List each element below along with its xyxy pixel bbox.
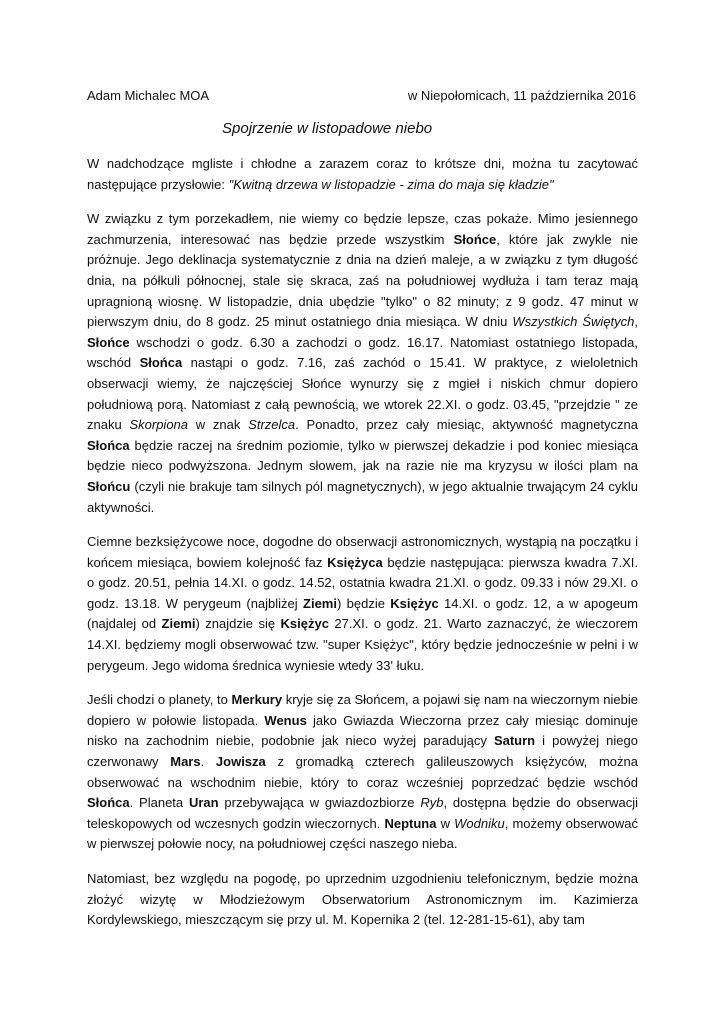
bold-term: Merkury [231,692,283,708]
paragraph-4 [87,690,638,855]
text-run: . Planeta [129,795,189,811]
text-run: będzie raczej na średnim poziomie, tylko w pierwszej dekadzie i pod koniec miesiąca będzie nieco podwyższona. Jednym słowem, jak na razie nie ma kryzysu w ilości plam na [87,437,638,474]
text-run: W związku z tym porzekadłem, nie wiemy co będzie lepsze, czas pokaże. Mimo jesiennego zachmurzenia, interesować nas będzie przede wszystkim [87,211,638,247]
italic-term: Strzelca [248,417,296,433]
paragraph-1 [87,154,638,195]
place-date-line: w Niepołomicach, 11 października 2016 [407,88,636,103]
italic-term: Wodniku [454,815,505,831]
bold-term: Neptuna [384,815,437,831]
text-run: w znak [188,417,249,433]
article-title: Spojrzenie w listopadowe niebo [222,120,433,137]
bold-term: Ziemi [303,595,337,611]
text-run: 14.XI. o godz. 12, a w apogeum (najdalej od [87,595,638,632]
italic-term: Ryb [420,795,444,811]
bold-term: Ziemi [161,616,196,632]
paragraph-2 [87,209,638,518]
italic-term: Wszystkich Świętych [512,314,635,330]
bold-term: Saturn [493,733,536,749]
bold-term: Słońcu [87,478,131,494]
bold-term: Słońce [87,334,130,350]
text-run: 27.XI. o godz. 21. Warto zaznaczyć, że wieczorem 14.XI. będziemy mogli obserwować tzw. "super Księżyc", który będzie jednocześnie w pełni i w perygeum. Jego widoma średnica wyniesie wtedy 33' łuku. [87,616,639,673]
bold-term: Księżyca [327,554,383,570]
text-run: , dostępna będzie do obserwacji teleskopowych od wczesnych godzin wieczornych. [87,795,638,831]
bold-term: Słońca [139,355,183,371]
text-run: Jeśli chodzi o planety, to [87,692,232,708]
text-run: , które jak zwykle nie próżnuje. Jego deklinacja systematycznie z dnia na dzień maleje, a w związku z tym długość dnia, na półkuli północnej, stale się skraca, zaś na południowej wydłuża i tam teraz mają upragnioną wiosnę. W listopadzie, dnia ubędzie "tylko" o 82 minuty; z 9 godz. 47 minut w pierwszym dniu, do 8 godz. 25 minut ostatniego dnia miesiąca. W dniu [87,231,639,330]
text-run: wschodzi o godz. 6.30 a zachodzi o godz. 16.17. Natomiast ostatniego listopada, wschód [87,334,638,371]
bold-term: Uran [188,795,219,811]
text-run: ) znajdzie się [195,616,281,632]
paragraph-3 [87,532,638,676]
bold-term: Księżyc [390,595,439,611]
text-run: Natomiast, bez względu na pogodę, po uprzednim uzgodnieniu telefonicznym, będzie można złożyć wizytę w Młodzieżowym Obserwatorium Astronomicznym im. Kazimierza Kordylewskiego, mieszczącym się przy ul. M. Kopernika 2 (tel. 12-281-15-61), aby tam [87,871,638,928]
text-run: , [634,314,638,330]
text-run: . Ponadto, przez cały miesiąc, aktywność magnetyczna [295,417,638,433]
author-line: Adam Michalec MOA [87,88,210,103]
text-run: , możemy obserwować w pierwszej połowie nocy, na południowej części naszego nieba. [87,815,638,852]
text-run: przebywająca w gwiazdozbiorze [218,795,421,811]
text-run: będzie następująca: pierwsza kwadra 7.XI. o godz. 20.51, pełnia 14.XI. o godz. 14.52, ostatnia kwadra 21.XI. o godz. 09.33 i nów 29.XI. o godz. 13.18. W perygeum (najbliżej [87,554,638,611]
bold-term: Słońca [87,437,130,453]
bold-term: Wenus [264,712,307,728]
text-run: i powyżej niego czerwonawy [87,733,638,770]
paragraph-5 [87,869,638,931]
article-body [87,154,638,945]
text-run: . [200,754,216,770]
text-run: W nadchodzące mgliste i chłodne a zarazem coraz to krótsze dni, można tu zacytować następujące przysłowie: [87,156,638,192]
text-run: kryje się za Słońcem, a pojawi się nam na wieczornym niebie dopiero w połowie listopada. [87,692,638,728]
bold-term: Jowisza [215,754,266,770]
text-run: nastąpi o godz. 7.16, zaś zachód o 15.41. W praktyce, z wieloletnich obserwacji wiemy, że najczęściej Słońce wynurzy się z mgieł i niskich chmur dopiero południową porą. Natomiast z całą pewnością, we wtorek 22.XI. o godz. 03.45, "przejdzie " ze znaku [87,355,638,433]
text-run: Ciemne bezksiężycowe noce, dogodne do obserwacji astronomicznych, wystąpią na początku i końcem miesiąca, bowiem kolejność faz [87,534,638,570]
italic-term: "Kwitną drzewa w listopadzie - zima do maja się kładzie" [228,176,554,192]
bold-term: Słońce [453,231,497,247]
text-run: jako Gwiazda Wieczorna przez cały miesiąc dominuje nisko na zachodnim niebie, podobnie jak nieco wyżej paradujący [87,712,638,749]
text-run: (czyli nie brakuje tam silnych pól magnetycznych), w jego aktualnie trwającym 24 cyklu aktywności. [87,478,638,515]
text-run: ) będzie [336,595,391,611]
bold-term: Słońca [87,795,130,811]
italic-term: Skorpiona [129,417,189,433]
bold-term: Księżyc [280,616,329,632]
text-run: z gromadką czterech galileuszowych księżyców, można obserwować na wschodnim niebie, który to coraz wcześniej poprzedzać będzie wschód [87,754,638,790]
text-run: w [436,815,455,831]
bold-term: Mars [170,754,201,770]
